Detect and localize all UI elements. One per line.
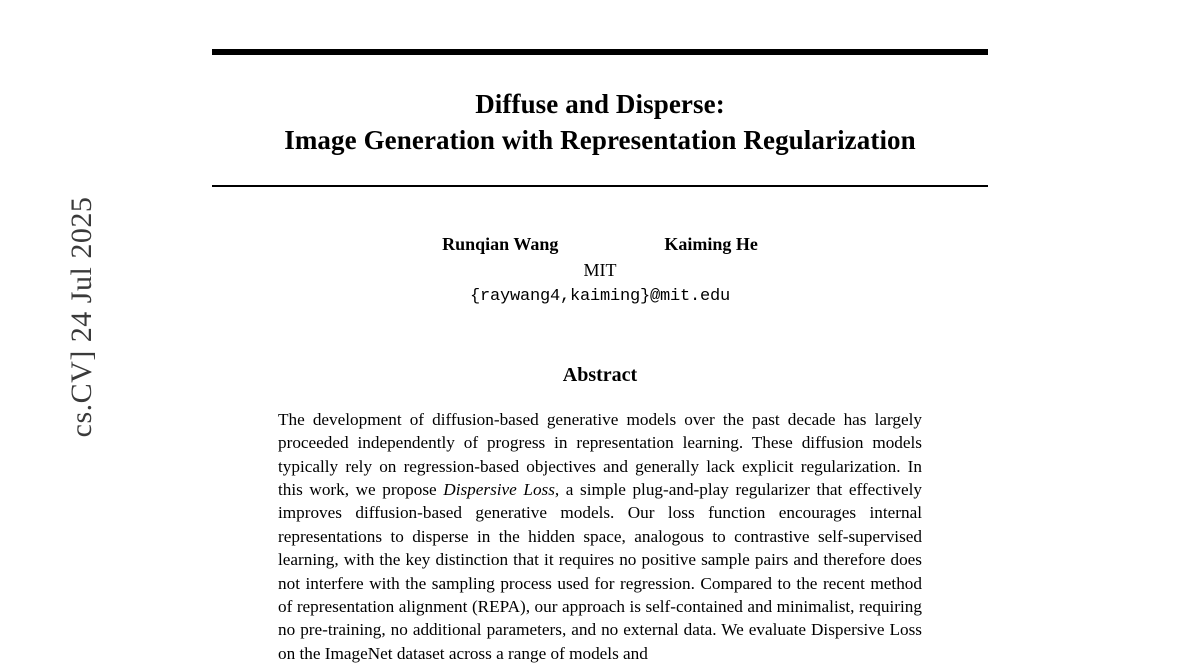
author-name: Runqian Wang bbox=[442, 233, 559, 254]
abstract-emphasis: Dispersive Loss bbox=[443, 480, 555, 500]
author-emails bbox=[212, 284, 988, 306]
paper-page bbox=[212, 0, 988, 663]
author-list bbox=[212, 234, 988, 255]
title-line-1: Diffuse and Disperse: bbox=[475, 89, 725, 119]
affiliation: MIT bbox=[583, 259, 617, 280]
title-bottom-rule bbox=[212, 185, 988, 187]
arxiv-vertical-stamp: cs.CV] 24 Jul 2025 bbox=[65, 196, 98, 438]
abstract-segment-2: , a simple plug-and-play regularizer that effectively improves diffusion-based generative models. Our loss function encourages internal representations to disperse in the hidden space, analogous to contrastive self-supervised learning, with the key distinction that it requires no positive sample pairs and therefore does not interfere with the sampling process used for regression. Compared to the recent method of representation alignment (REPA), our approach is self-contained and minimalist, requiring no pre-training, no additional parameters, and no external data. We evaluate Dispersive Loss on the ImageNet dataset across a range of models and bbox=[278, 480, 922, 663]
abstract-segment-1: The development of diffusion-based generative models over the past decade has largely proceeded independently of progress in representation learning. These diffusion models typically rely on regression-based objectives and generally lack explicit regularization. In this work, we propose bbox=[278, 409, 922, 500]
abstract-heading: Abstract bbox=[562, 363, 638, 386]
title-top-rule bbox=[212, 49, 988, 55]
abstract-text bbox=[278, 408, 922, 665]
email-domain: @mit.edu bbox=[650, 286, 731, 306]
author-name: Kaiming He bbox=[664, 233, 758, 254]
title-line-2: Image Generation with Representation Regularization bbox=[284, 125, 916, 156]
email-local-part: {raywang4,kaiming} bbox=[469, 286, 650, 306]
page-title bbox=[212, 86, 988, 159]
